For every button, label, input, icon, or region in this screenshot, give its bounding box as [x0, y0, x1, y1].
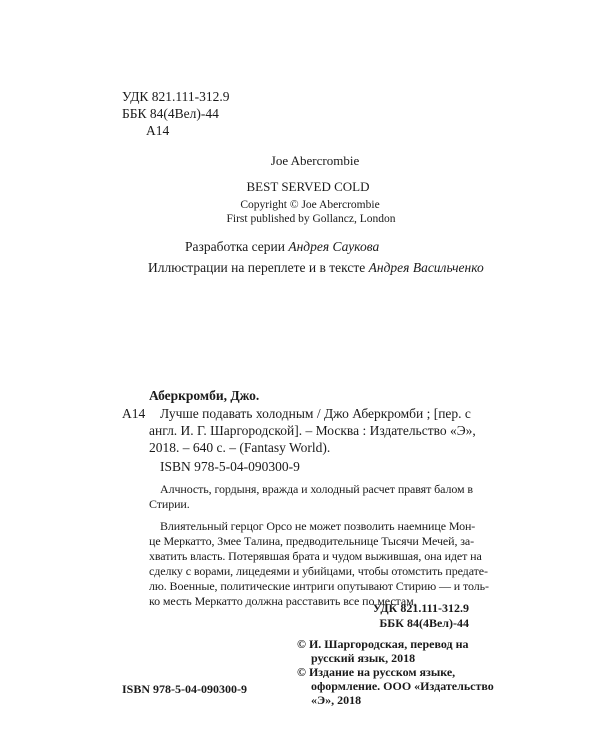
series-credit — [185, 239, 379, 255]
original-copyright: Copyright © Joe Abercrombie — [240, 199, 380, 211]
illustrations-credit-label: Иллюстрации на переплете и в тексте — [148, 260, 366, 275]
copyright-edition: «Э», 2018 — [311, 693, 362, 707]
annotation-line: сделку с ворами, лицедеями и убийцами, чтобы отомстить предате- — [149, 564, 488, 578]
annotation-line: Влиятельный герцог Орсо не может позволить наемнице Мон- — [160, 519, 476, 533]
catalog-line: 2018. – 640 с. – (Fantasy World). — [149, 440, 331, 455]
series-credit-name: Андрея Саукова — [288, 239, 380, 254]
catalog-line: Лучше подавать холодным / Джо Аберкромби ; [пер. с — [160, 406, 471, 421]
bbk-code-bottom: ББК 84(4Вел)-44 — [379, 616, 469, 630]
catalog-heading: Аберкромби, Джо. — [149, 388, 260, 403]
original-author: Joe Abercrombie — [270, 153, 360, 168]
annotation-line: лю. Военные, политические интриги опутывают Стирию — и толь- — [149, 579, 489, 593]
udk-code: УДК 821.111-312.9 — [122, 89, 230, 104]
copyright-translation: русский язык, 2018 — [311, 651, 416, 665]
illustrations-credit-name: Андрея Васильченко — [368, 260, 484, 275]
illustrations-credit — [148, 260, 484, 276]
annotation-line: Стирии. — [149, 497, 190, 511]
annotation-line: Алчность, гордыня, вражда и холодный расчет правят балом в — [160, 482, 473, 496]
copyright-edition: оформление. ООО «Издательство — [311, 679, 494, 693]
annotation-line: хватить власть. Потерявшая брата и чудом выжившая, она идет на — [149, 549, 482, 563]
catalog-code: А14 — [122, 406, 146, 421]
original-title: BEST SERVED COLD — [246, 179, 370, 194]
catalog-isbn: ISBN 978-5-04-090300-9 — [160, 459, 300, 474]
annotation-line: це Меркатто, Змее Талина, предводительнице Тысячи Мечей, за- — [149, 534, 475, 548]
catalog-line: англ. И. Г. Шаргородской]. – Москва : Издательство «Э», — [149, 423, 476, 438]
copyright-translation: © И. Шаргородская, перевод на — [297, 637, 469, 651]
bbk-code: ББК 84(4Вел)-44 — [122, 106, 219, 121]
annotation-line: ко месть Меркатто должна расставить все по местам. — [149, 594, 417, 608]
udk-code-bottom: УДК 821.111-312.9 — [372, 601, 469, 615]
series-credit-label: Разработка серии — [185, 239, 285, 254]
copyright-edition: © Издание на русском языке, — [297, 665, 456, 679]
author-mark: А14 — [146, 123, 170, 138]
isbn-bottom: ISBN 978-5-04-090300-9 — [122, 682, 247, 696]
original-publisher: First published by Gollancz, London — [226, 213, 396, 225]
